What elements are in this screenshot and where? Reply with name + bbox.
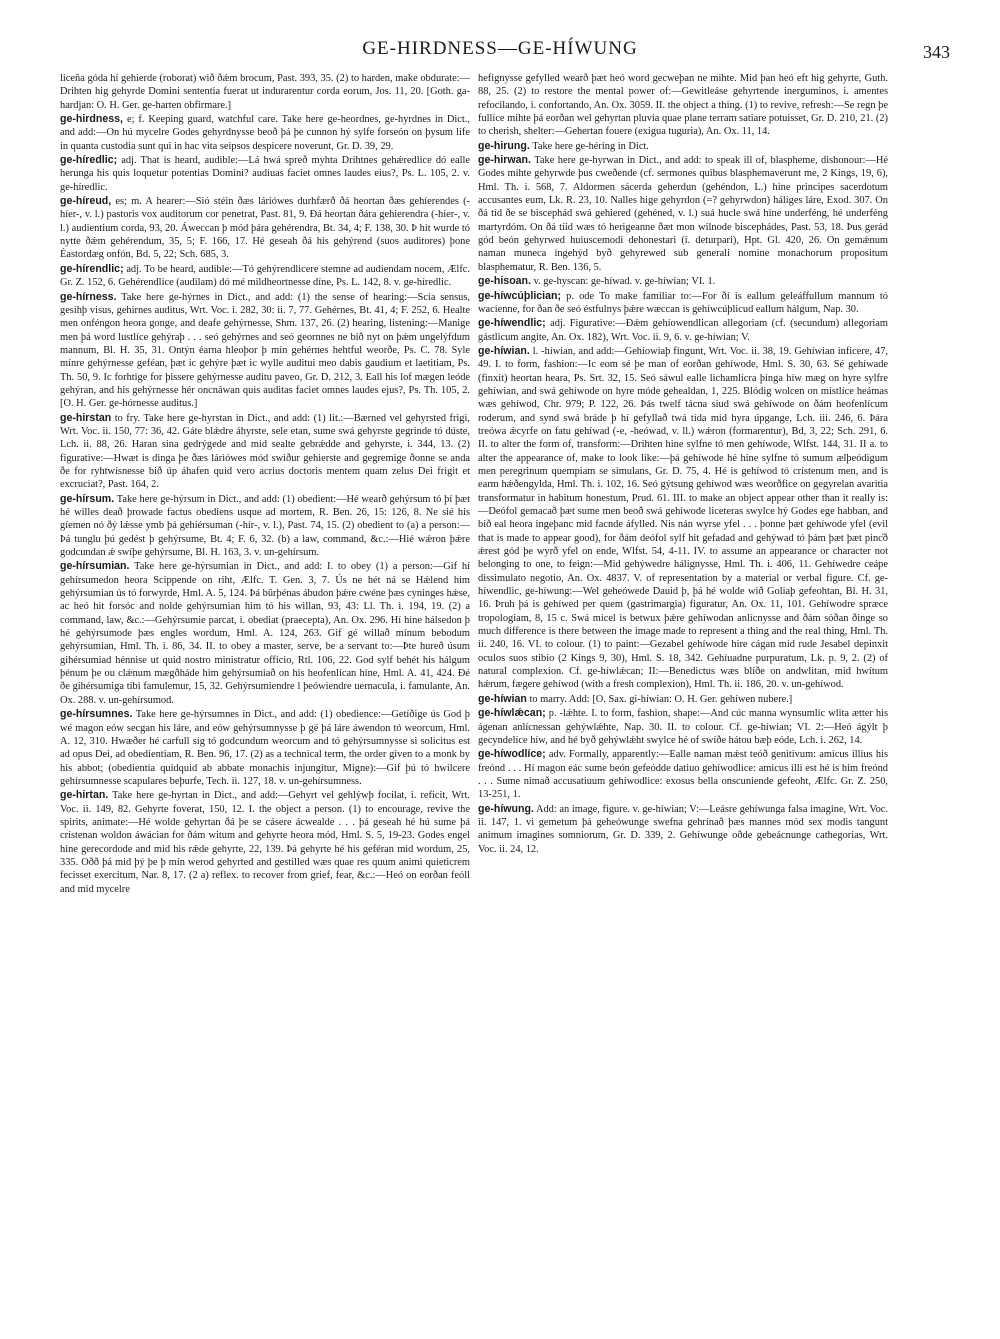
dictionary-entry [478,290,888,317]
entry-headword: ge-hírsumian. [60,560,130,573]
entry-headword: ge-híwodlíce; [478,748,546,761]
dictionary-entry [60,412,470,492]
entry-headword: ge-hírendlic; [60,262,124,275]
entry-text: p. ode To make familiar to:—For ðí is eallum geleáffullum mannum tó wacienne, for ðan ðe seó éstfulnys þǽre wæccan is gehíwcúþlicud eallum hálgum, Nap. 30. [478,290,888,315]
dictionary-entry [60,263,470,290]
entry-headword: ge-hírsumnes. [60,708,133,721]
entry-text: liceña góda hí gehierde (roborat) wið ðǽm brocum, Past. 393, 35. (2) to harden, make obdurate:—Drihten hig gehyrde Domini sententia fuerat ut indurarentur corda eorum, Jos. 11, 20. [Goth. ga-hardjan: O. H. Ger. ge-harten obfirmare.] [60,73,470,111]
entry-headword: ge-híwendlic; [478,317,546,330]
right-column [478,72,888,857]
entry-text: Take here ge-hýrnes in Dict., and add: (1) the sense of hearing:—Scía sensus, gesihþ visus, gehírnes auditus, Wrt. Voc. i. 282, 30: ii. 7, 77. Gehérnes, Bt. 41, 4; F. 252, 6. Healte men onféngon heora gonge, and deafe gehýrnesse, Shm. 137, 26. (2) hearing, listening:—Manige men þá word lustlíce gehýraþ . . . seó gehýrnes and seó geornnes ne bið nyt on þǽm ungelýfdum mannum, Bl. H. 35, 31. Ontýn éarna hleoþor þ mín gehérnes hehtful weorðe, Ps. C. 78. Syle mínre gehýrnesse geféan, þæt ic gehýre þæt ic wylle auditui meo dabis gaudium et laetitiam, Ps. Th. 50, 9. Ic forhtige for þissere gehýrnesse auditu paveo, Gr. D. 212, 3. Eall his lof mægen leóde gehýran, and his gehýrnesse hér oncnáwan quis auditas faciet omnes laudes ejus?, Ps. Th. 105, 2. [O. H. Ger. ge-hórnesse auditus.] [60,291,470,410]
entry-headword: ge-hirwan. [478,154,531,167]
dictionary-entry [478,748,888,801]
entry-text: adj. That is heard, audible:—Lá hwá spreð myhta Drihtnes gehǽredlice dó ealle herunga his quis loquetur potentias Domini? audiuas faciet omnes laudes eius?, Ps. L. 105, 2. v. ge-híredlic. [60,155,470,193]
entry-headword: ge-híwlǽcan; [478,707,546,720]
dictionary-entry [60,789,470,896]
dictionary-entry [478,345,888,692]
dictionary-entry [478,317,888,344]
entry-headword: ge-hírness. [60,290,117,303]
dictionary-entry [60,72,470,112]
dictionary-entry [478,154,888,274]
dictionary-entry [478,803,888,856]
left-column [60,72,470,897]
entry-text: Add: an image, figure. v. ge-híwian; V:—Leásre gehíwunga falsa imagine, Wrt. Voc. ii. 147, 1. vi gemetum þá geheówunge swefna gehrínað þæs mannes mód sex modis tangunt animum imagines somniorum, Gr. D. 339, 2. Gehíwunge oðde gebeácnunge cathegorias, Wrt. Voc. ii. 24, 12. [478,803,888,855]
dictionary-entry [60,291,470,411]
dictionary-entry [478,707,888,747]
page-header [0,38,1000,68]
entry-text: es; m. A hearer:—Sió stéin ðæs láriówes durhfærð ðá heortan ðæs gehíerendes (-híer-, v. l.) pastoris vox auditorum cor penetrat, Past. 81, 9. Ðá heortan ðára gehierendra (-híer-, v. l.) audientium corda, 93, 20. Áweccan þ mód þára gehérendra, Bt. 34, 4; F. 138, 30. Þ hit wurde tó nytte ðǽm gehérendum, 35, 5; F. 166, 17. Hé geseah ðá his gehýrend (suos auditores) þone Éastordæg onfón, Bd. 5, 22; Sch. 685, 3. [60,196,470,261]
entry-headword: ge-hirdness, [60,113,123,126]
dictionary-entry [60,154,470,194]
entry-headword: ge-hírsum. [60,492,115,505]
running-title: GE-HIRDNESS—GE-HÍWUNG [362,38,638,59]
entry-text: v. ge-hyscan: ge-híwad. v. ge-híwian; VI. 1. [533,276,716,288]
entry-text: Take here ge-hyrwan in Dict., and add: to speak ill of, blaspheme, dishonour:—Hé Godes mihte gehyrwde þus cweðende (cf. sermones quibus blasphemaverunt me, 2 Kings, 19, 6), Hml. Th. i. 568, 7. Aldormen sácerda geherdun (gehéndon, L.) hine principes sacerdotum accusantes eum, Lk. R. 23, 10. Nalles hige gehyrdon (=? gehyrwdon) hálíges láre, Exod. 307. On ðá tíd ðe se biscephád swá gehiered (gehéned, v. l.) suá hucle swá hine underféng, hé underféng martyrdóm. On ðá tíid wæs tó herigeanne ðæt mon wilnode biscephádes, Past. 53, 18. Þus gerád gód beón gehyrwed huiuscemodi dehonestari (i. deturpari), Hpt. Gl. 420, 26. On gemǽnum naman muneca ingehýd byð gehyrewed sub generali nomine monachorum propositum blasphematur, R. Ben. 136, 5. [478,155,888,273]
entry-text: Take here ge-hýrsumian in Dict., and add: I. to obey (1) a person:—Gif hí gehírsumedon heora Scippende on riht, Ælfc. T. Gen. 3, 7. Ús ne hét ná se Hǽlend him gehýrsumian ús tó forwyrde, Hml. A. 5, 124. Þá bûrþénas ábudon þǽre cwéne þæs cyninges hǽse, ac heó hit forsóc and nolde gehýrsumian him tó his willan, 93, 43: Ll. Th. i. 194, 19. (2) a command, law, &c.:—Gehýrsumie parcat, i. obediat (praecepta), An. Ox. 296. Hí hine hálsedon þ hé gehýrsumode þæs engles wordum, Hml. A. 124, 263. Gif gé willað mínum bebodum gehýrsumian, Hml. Th. i. 86, 34. II. to obey a master, serve, be a servant to:—Þte hureð úsum gihérsumiad hénnise ut quid nostro ministratur officio, Rtl. 106, 22. God sylf behét his hálgum þénum þe ou clǽnum mægðháde him gehýrsumiað on his heofenlícan híne, Hml. A. 41, 424. Ðé ðe gihérsumiga tibi famulemur, 15, 32. Gehýrsumiendre l þeówiendre uernacula, i. famulante, An. Ox. 288. v. un-gehírsumod. [60,561,471,706]
dictionary-entry [478,140,888,153]
entry-text: p. -lǽhte. I. to form, fashion, shape:—And cúc manna wynsumlíc wlita ætter his ágenan anlícnessan gehýwlǽhte, Nap. 30. II. to colour. Cf. ge-híwian; VI. 2:—Heó ágýlt þ gecyndelíce híw, and hé byð gehýwlǽht swylce hé of swíðe hátou bæþ eóde, Lch. i. 262, 14. [478,708,888,746]
entry-text: Take here ge-hýrsum in Dict., and add: (1) obedient:—Hé wearð gehýrsum tó þí þæt hé willes deað þrowade factus obediens usque ad mortem, R. Ben. 26, 15: 126, 8. Ne sié his gíemen nó ðý lǽsse ymb þá gehiérsuman (-hír-, v. l.), Past. 74, 15. (2) obedient to (a) a person:—Þá tunglu þú gedést þ gehýrsume, Bt. 4; F. 6, 32. (b) a law, command, &c.:—Hié wǽron þǽre godcundan ǽ swíþe gehýrsume, Bl. H. 163, 3. v. un-gehírsum. [60,493,470,559]
entry-text: Take here ge-hyrtan in Dict., and add:—Gehyrt vel gehlýwþ focilat, i. reficit, Wrt. Voc. ii. 149, 82. Gehyrte foverat, 150, 12. I. the object a person. (1) to encourage, revive the spirits, animate:—Hé wolde gehyrtan ðá þe se cásere ácwealde . . . þá geseah hé hú sume þá crístenan woldon áwácian for ðám witum and gehyrte heora mód, Hml. S. 5, 19-23. Godes engel hine gerecordode and mid his rǽde gehyrte, 22, 139. Þá gehyrte hé his geféran mid wordum, 25, 335. Oðð þá mid þý þe þ mín werod gehyrted and gestilled wæs quae res quum animi quieticrem fecisset exercitum, Nar. 8, 17. (2 a) reflex. to recover from grief, fear, &c.:—Heó on eorðan feóll and mid mycelre [60,790,470,895]
entry-headword: ge-hirtan. [60,789,109,802]
page-number: 343 [923,42,950,62]
entry-text: adj. Figurative:—Ðǽm gehíowendlican allegoriam (cf. (secundum) allegoriam gástlicum angite, An. Ox. 182), Wrt. Voc. ii. 9, 6. v. ge-híwian; V. [478,318,888,343]
entry-headword: ge-híwung. [478,802,534,815]
dictionary-entry [60,560,470,707]
dictionary-entry [478,693,888,706]
dictionary-entry [478,72,888,139]
entry-text: Take here ge-hýrsumnes in Dict., and add: (1) obedience:—Getíðige ús God þ wé magon eów secgan his láre, and eów gehýrsumnysse þ gé þá láre áwendon tó weorcum, Hml. A. 12, 310. Hwæðer hé carfull síg tó godcundum weorcum and tó gehýrsumnysse si solicitus est ad opus Dei, ad obedientiam, R. Ben. 96, 17. (2) as a technical term, the order given to a monk by his abbot; (obedientia quidquid ab abbate monachis injungitur, Migne):—Gif þú tó hwilcere gehírsumnesse scapulares beþurfe, Tech. ii. 127, 18. v. un-gehírsumness. [60,709,470,787]
entry-headword: ge-hirung. [478,139,530,152]
entry-text: adv. Formally, apparently:—Ealle naman mǽst teóð genitivum: amicus illius his freónd . . . Hí magon eác sume beón gefeódde datiuo gehíwodlice: amicus illi est hé is him freónd . . . Sume nimað accusatiuum gehíwodlice: exosus bella onscuniende gefeoht, Ælfc. Gr. Z. 250, 13-251, 1. [478,749,888,801]
dictionary-entry [478,275,888,288]
entry-text: adj. To be heard, audible:—Tó gehýrendlicere stemne ad audiendam nocem, Ælfc. Gr. Z. 152, 6. Gehérendlice (audilam) dó mé mildheortnesse díne, Ps. L. 142, 8. v. ge-híredlic. [60,263,470,289]
entry-headword: ge-híwcúþlician; [478,289,561,302]
entry-headword: ge-hirstan [60,411,112,424]
entry-headword: ge-híwian [478,692,527,705]
dictionary-entry [60,493,470,560]
entry-headword: ge-hisoan. [478,275,531,288]
entry-text: hefignysse gefylled wearð þæt heó word gecweþan ne mihte. Mid þan heó eft hig gehyrte, Guth. 88, 25. (2) to restore the mental power of:—Gewitleáse gehyrtende inerguminos, i. amentes refocilando, i. confortando, An. Ox. 3059. II. the object a thing. (1) to revive, refresh:—Se regn þe fullíce mihte þá eorðan wel gehyrtan pluvia quae plane terram satiare potuisset, Gr. D. 210, 21. (2) to cherish, shelter:—Gehertan fouere (exigua tuguria), An. Ox. 11, 14. [478,73,888,138]
entry-text: l. -híwian, and add:—Gehíowiaþ fingunt, Wrt. Voc. ii. 38, 19. Gehíwian inficere, 47, 49. I. to form, fashion:—Ic eom sé þe man of eorðan gehíwode, Hml. S. 30, 63. Sé gehíwade (finxit) heortan heara, Ps. Srt. 32, 15. Seó sáwul ealle lichamlícra þinga híw mæg on hyre sylfre gehíwian, and swá gehíwode on hyre móde gehealdan, 1, 225. Blódig wolcen on místlíce heámas wæs gehíwod, Chr. 979; P. 122, 26. Þás twelf tácna siud swá gehíwode on ðám heofenlícum roderum, and synd swá bráde þ hí gefyllað twá tída mid hyra úpgange, Lch. iii. 246, 6. Þára treówa ǽcyrfe on fatu gehíwad (-e, -heówad, v. ll.) wǽron (formarentur), Bd, 3, 22; Sch. 291, 6. II. to alter the form of, transform:—Drihten hine sylfne tó men gehíwode, Wlfst. 144, 31. II a. to alter the appearance of, make to look like:—þá gehíwode hé hine sylfne tó sumum ælþeódigum men peregrinum quempiam se simulans, Gr. D. 75, 4. Hé is gehíwod tó crístenum men, and is earm hǽðengylda, Hml. Th. i. 102, 16. Seó gýtsung gehíwod wæs weorðfice on gegyrelan avaritia transformatur in habitum honestum, Prud. 61. III. to make an object appear other than it really is:—Deófol gemacað þæt sume men beoð swá gehíwode liceteras swylce hý Godes ege habban, and bið eal heora ingeþanc mid facnde áfylled. Nis nán wyrse yfel . . . þonne þæt gehíwode yfel (evil that is made to appear good), for ðám deófol sylf hit gefadad and gehýwad tó þám þæt þæt pinc̓ð ǽrest gód þe wyrð yfel on ende, Wlfst. 54, 4-11. IV. to assume an appearance or character not belonging to one, to feign:—Mid gehýwedre hálignysse, Hml. Th. i. 406, 11. Gehíwedre ceápe dissimulato negotio, An. Ox. 4837. V. of representation by a material or verbal figure. Cf. ge-híwendlic, ge-híwung:—Wel geheówede Dauid þ, þá hé wolde wið Goliaþ gefeohtan, Bl. H. 31, 16. Þruh þá is gehíwed per quem (gastrimargia) figuratur, An. Ox. 11, 101. Gehíwodre spræce tropologiam, 8, 15 c. Swá micel is betwux þǽre gehíwodan anlícnysse and ðám sóðan ðinge so much difference is there between the image made to represent a thing and the real thing, Hml. Th. ii. 240, 16. VI. to colour. (1) to paint:—Gezabel gehíwode hire cágan mid rude Jesabel depinxit oculos suos stibio (2 Kings 9, 30), Hml. S. 18, 342. Gehíuadne purpuratum, Lk. p. 9, 2. (2) of natural complexion. Cf. ge-híwlǽcan; II:—Benedictus wæs blíðe on andwlitan, mid hwítum hǽrum, fægere gehíwod (with a fresh complexion), Hml. Th. ii. 186, 20. v. un-gehíwod. [478,345,888,691]
entry-headword: ge-híredlic; [60,154,118,167]
dictionary-entry [60,113,470,153]
entry-text: to marry. Add: [O. Sax. gi-híwian: O. H. Ger. gehíwen nubere.] [529,693,793,705]
entry-text: Take here ge-héring in Dict. [532,140,649,152]
dictionary-entry [60,708,470,788]
entry-headword: ge-híreud, [60,195,112,208]
entry-text: to fry. Take here ge-hyrstan in Dict., and add: (1) lit.:—Bærned vel gehyrsted frigi, Wrt. Voc. ii. 150, 77: 36, 42. Gáte blǽdre áhyrste, sele etan, sume swá gehyrste gegrinde tó dúste, Lch. ii. 88, 26. Haran sina gedrýgede and mid sealte gebrǽdde and gehyrste, i. 344, 13. (2) figurative:—Hwæt is dinga þe ðæs láriówes mód swiður gehierste and gegremige ðonne se anda ðe for ryhtwísnesse bið úp áhafen quid vero acrius doctoris mentem quam zelus Dei frigit et excruciat?, Past. 164, 2. [60,412,470,491]
dictionary-entry [60,195,470,262]
entry-text: e; f. Keeping guard, watchful care. Take here ge-heordnes, ge-hyrdnes in Dict., and add:—On hú mycelre Godes gehyrdnysse beoð þá þe cunnon hý sylfe forseón on þysum life in quanta custodia sunt qui in hac vita seipsos despicere noverunt, Gr. D. 39, 29. [60,114,470,152]
entry-headword: ge-híwian. [478,344,530,357]
